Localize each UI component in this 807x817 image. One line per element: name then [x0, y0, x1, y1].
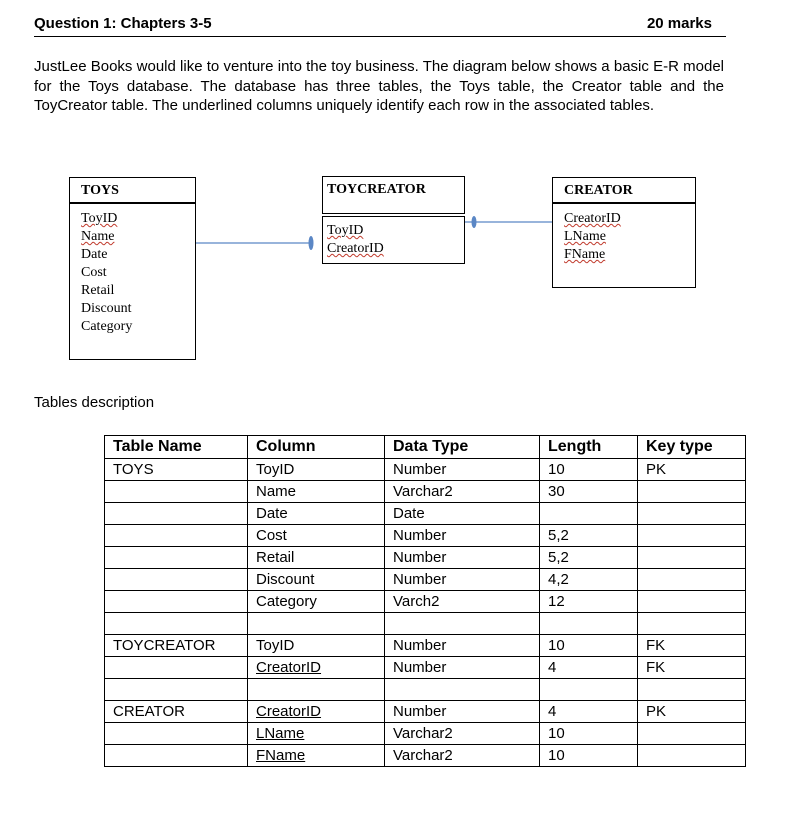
cell: [105, 503, 248, 525]
toys-field-retail: Retail: [81, 283, 115, 298]
cell: [540, 679, 638, 701]
cell: PK: [638, 459, 746, 481]
creator-field-lname: LName: [564, 229, 606, 244]
table-row: [105, 723, 746, 745]
cell: Number: [385, 459, 540, 481]
cell: FK: [638, 635, 746, 657]
cell: PK: [638, 701, 746, 723]
cell: Varchar2: [385, 723, 540, 745]
table-header-row: [105, 436, 746, 459]
cell: [638, 503, 746, 525]
creator-entity: [552, 177, 696, 288]
cell: [105, 569, 248, 591]
table-row: [105, 701, 746, 723]
table-row: [105, 635, 746, 657]
cell: TOYS: [105, 459, 248, 481]
question-marks: 20 marks: [646, 15, 712, 32]
cell: Category: [248, 591, 385, 613]
cell: [638, 745, 746, 767]
creator-field-creatorid: CreatorID: [564, 211, 621, 226]
header-table-name: Table Name: [105, 436, 248, 459]
cell: 4: [540, 657, 638, 679]
table-row: [105, 569, 746, 591]
cell: Number: [385, 657, 540, 679]
toys-field-category: Category: [81, 319, 133, 334]
toys-field-toyid: ToyID: [81, 211, 118, 226]
cell: [385, 613, 540, 635]
cell: CreatorID: [248, 657, 385, 679]
cell: [540, 613, 638, 635]
table-spacer-row: [105, 613, 746, 635]
cell: Varchar2: [385, 481, 540, 503]
table-row: [105, 459, 746, 481]
cell: FName: [248, 745, 385, 767]
cell: [105, 613, 248, 635]
cell: [638, 525, 746, 547]
cell: [105, 723, 248, 745]
cell: Number: [385, 525, 540, 547]
table-row: [105, 525, 746, 547]
cell: 10: [540, 745, 638, 767]
cell: 4: [540, 701, 638, 723]
cell: [248, 613, 385, 635]
toys-field-discount: Discount: [81, 301, 132, 316]
toycreator-entity-header: [322, 176, 465, 214]
toycreator-field-toyid: ToyID: [327, 223, 364, 238]
creator-endpoint: [472, 216, 477, 228]
cell: 5,2: [540, 547, 638, 569]
table-row: [105, 591, 746, 613]
cell: CREATOR: [105, 701, 248, 723]
cell: [105, 525, 248, 547]
intro-paragraph: JustLee Books would like to venture into the toy business. The diagram below shows a basic E-R model for the Toys database. The database has three tables, the Toys table, the Creator table and the ToyCreator table. The underlined columns uniquely identify each row in the associated tables.: [34, 58, 724, 114]
cell: 4,2: [540, 569, 638, 591]
cell: [638, 679, 746, 701]
cell: [638, 547, 746, 569]
cell: ToyID: [248, 459, 385, 481]
cell: Name: [248, 481, 385, 503]
cell: LName: [248, 723, 385, 745]
cell: [105, 481, 248, 503]
toycreator-entity-title: TOYCREATOR: [327, 182, 426, 197]
table-spacer-row: [105, 679, 746, 701]
cell: [105, 591, 248, 613]
toys-entity-title: TOYS: [70, 178, 195, 204]
table-row: [105, 503, 746, 525]
cell: Discount: [248, 569, 385, 591]
cell: 30: [540, 481, 638, 503]
table-row: [105, 481, 746, 503]
cell: [638, 591, 746, 613]
cell: CreatorID: [248, 701, 385, 723]
cell: Number: [385, 569, 540, 591]
cell: Date: [385, 503, 540, 525]
cell: [105, 745, 248, 767]
question-title: Question 1: Chapters 3-5: [34, 15, 212, 32]
table-row: [105, 657, 746, 679]
cell: Number: [385, 547, 540, 569]
cell: [540, 503, 638, 525]
cell: Varch2: [385, 591, 540, 613]
table-row: [105, 745, 746, 767]
header-length: Length: [540, 436, 638, 459]
tables-description-table: [104, 435, 746, 767]
cell: 12: [540, 591, 638, 613]
cell: Retail: [248, 547, 385, 569]
cell: 10: [540, 459, 638, 481]
cell: Cost: [248, 525, 385, 547]
creator-entity-title: CREATOR: [553, 178, 695, 204]
cell: [638, 723, 746, 745]
table-row: [105, 547, 746, 569]
cell: Number: [385, 701, 540, 723]
header-key-type: Key type: [638, 436, 746, 459]
cell: [105, 679, 248, 701]
cell: 10: [540, 635, 638, 657]
header-data-type: Data Type: [385, 436, 540, 459]
cell: [105, 657, 248, 679]
cell: [638, 613, 746, 635]
cell: TOYCREATOR: [105, 635, 248, 657]
cell: FK: [638, 657, 746, 679]
toycreator-endpoint: [309, 236, 314, 250]
header-column: Column: [248, 436, 385, 459]
cell: 10: [540, 723, 638, 745]
toycreator-field-creatorid: CreatorID: [327, 241, 384, 256]
creator-field-fname: FName: [564, 247, 606, 262]
toys-field-name: Name: [81, 229, 115, 244]
cell: [638, 481, 746, 503]
cell: Date: [248, 503, 385, 525]
toys-field-date: Date: [81, 247, 108, 262]
toys-entity: [69, 177, 196, 360]
cell: [638, 569, 746, 591]
cell: 5,2: [540, 525, 638, 547]
cell: [385, 679, 540, 701]
cell: Varchar2: [385, 745, 540, 767]
toycreator-entity: [322, 216, 465, 264]
tables-description-caption: Tables description: [34, 394, 155, 411]
cell: [105, 547, 248, 569]
cell: [248, 679, 385, 701]
cell: Number: [385, 635, 540, 657]
cell: ToyID: [248, 635, 385, 657]
toys-field-cost: Cost: [81, 265, 107, 280]
